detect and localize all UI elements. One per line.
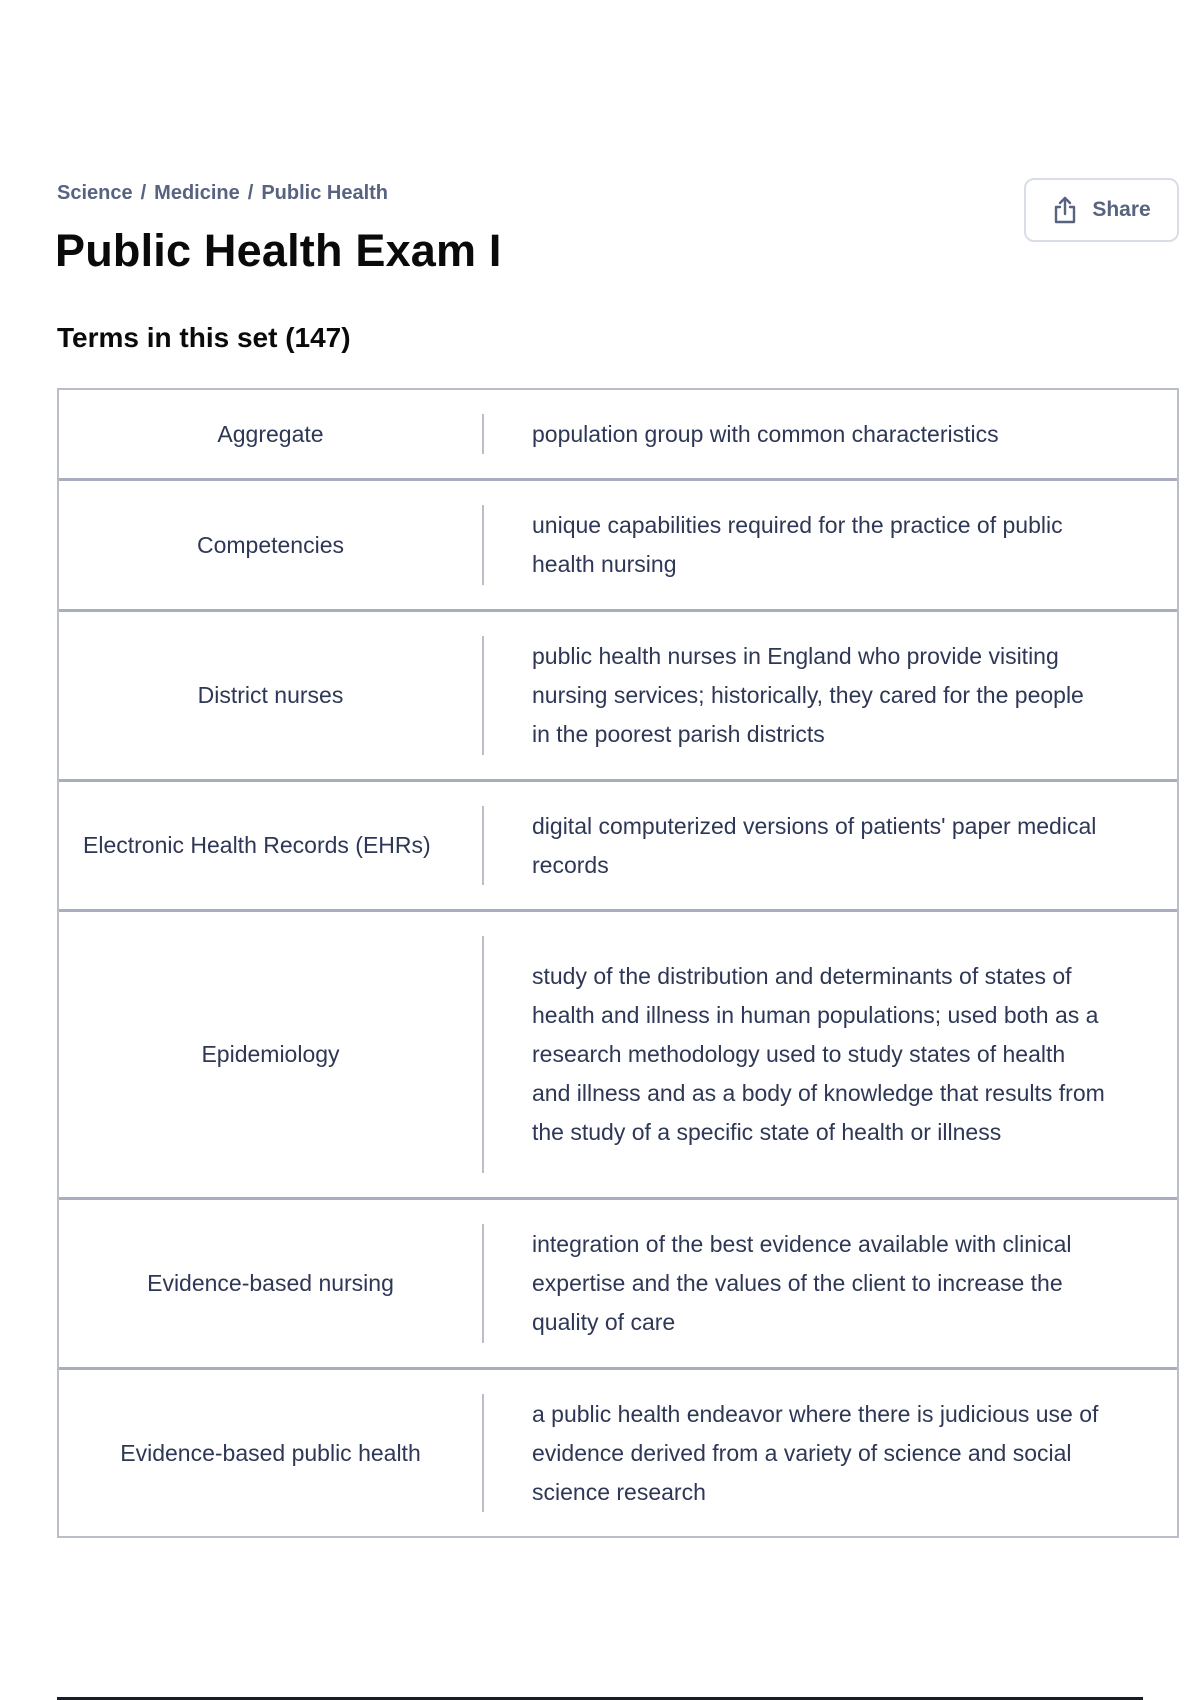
terms-heading: Terms in this set (147) [57,322,351,353]
term-text: Evidence-based nursing [147,1270,394,1296]
definition-text: public health nurses in England who provide visiting nursing services; historically, they cared for the people in the poorest parish districts [532,643,1084,747]
term-row [59,390,1177,478]
share-button[interactable] [1024,178,1179,242]
breadcrumb-item-public-health[interactable]: Public Health [261,182,389,204]
definition-text: study of the distribution and determinants of states of health and illness in human populations; used both as a research methodology used to study states of health and illness and as a body of knowledge that results from the study of a specific state of health or illness [532,963,1105,1145]
term-text: District nurses [197,682,344,708]
term-row [59,478,1177,609]
breadcrumb-separator: / [247,182,254,204]
breadcrumb-item-medicine[interactable]: Medicine [154,182,240,204]
share-icon [1052,196,1078,224]
definition-text: digital computerized versions of patients' paper medical records [532,812,1097,878]
breadcrumb-item-science[interactable]: Science [57,182,133,204]
breadcrumb [57,182,388,205]
term-row [59,909,1177,1197]
page-title: Public Health Exam I [55,225,502,276]
definition-text: population group with common characteristics [532,420,999,447]
term-row [59,1197,1177,1367]
term-text: Evidence-based public health [120,1439,421,1466]
share-button-label: Share [1092,198,1151,221]
term-row [59,1367,1177,1536]
term-row [59,779,1177,909]
definition-text: a public health endeavor where there is judicious use of evidence derived from a variety of science and social science research [532,1400,1099,1505]
term-text: Epidemiology [201,1041,340,1067]
term-text: Competencies [196,531,345,558]
definition-text: unique capabilities required for the practice of public health nursing [532,512,1063,577]
term-row [59,609,1177,779]
breadcrumb-separator: / [140,182,147,204]
term-text: Aggregate [217,420,324,447]
term-text: Electronic Health Records (EHRs) [83,832,431,858]
terms-list [57,388,1179,1538]
definition-text: integration of the best evidence available with clinical expertise and the values of the client to increase the quality of care [532,1231,1072,1335]
